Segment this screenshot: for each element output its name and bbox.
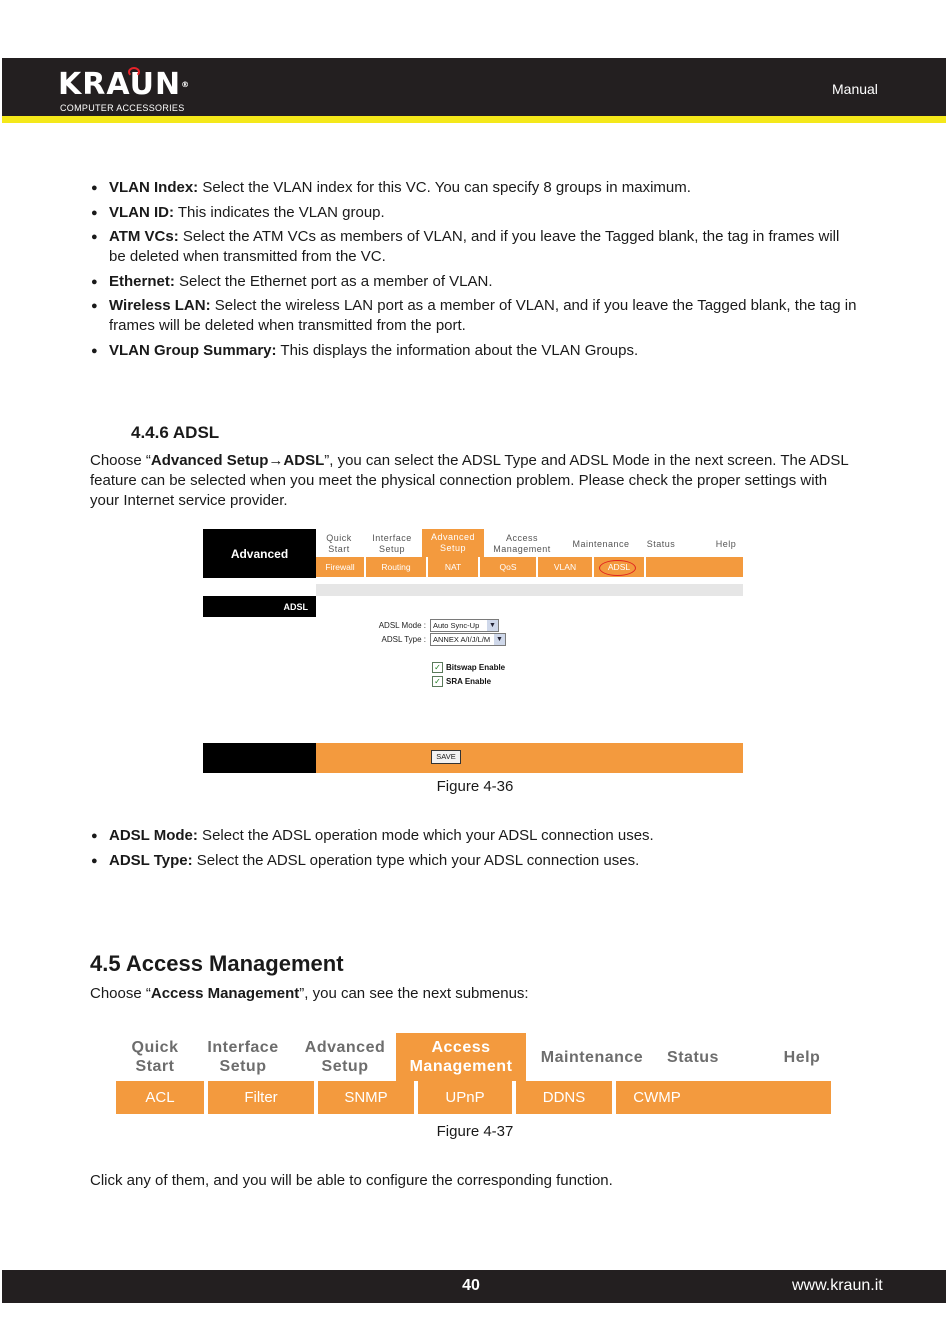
figure-caption: Figure 4-36 xyxy=(436,778,514,795)
gui-section-title: Advanced xyxy=(203,529,316,578)
tab-access-management[interactable]: Access Management xyxy=(493,533,551,554)
header-stripe xyxy=(2,116,946,123)
tab-help[interactable]: Help xyxy=(783,1048,821,1066)
adsl-intro-paragraph: Choose “Advanced Setup→ADSL”, you can select the ADSL Type and ADSL Mode in the next screen. The ADSL feature can be selected when you meet the physical connection problem. Please check the proper settings with your Internet service provider. xyxy=(90,452,849,509)
subtab-vlan[interactable]: VLAN xyxy=(538,557,594,577)
doc-label: Manual xyxy=(832,81,878,97)
brand-tagline: COMPUTER ACCESSORIES xyxy=(60,103,185,113)
list-item: ● VLAN ID: This indicates the VLAN group. xyxy=(90,203,860,223)
sra-label: SRA Enable xyxy=(446,677,492,686)
list-item: ● ADSL Type: Select the ADSL operation type which your ADSL connection uses. xyxy=(90,851,860,871)
section-heading-446: 4.4.6 ADSL xyxy=(131,423,220,442)
brand-logo: KRAUN® xyxy=(58,67,191,102)
tab-advanced-setup[interactable]: Advanced Setup xyxy=(304,1039,386,1075)
adsl-type-select[interactable]: ANNEX A/I/J/L/M ▼ xyxy=(430,633,506,646)
footer-url: www.kraun.it xyxy=(792,1277,883,1294)
bitswap-checkbox[interactable]: ✓ xyxy=(432,662,443,673)
tab-access-management[interactable]: Access Management xyxy=(396,1033,526,1081)
highlight-circle xyxy=(599,560,636,576)
figure-access-menu xyxy=(116,1033,831,1114)
list-item: ● ADSL Mode: Select the ADSL operation mode which your ADSL connection uses. xyxy=(90,826,860,846)
subtab-routing[interactable]: Routing xyxy=(366,557,428,577)
arrow-right-icon: → xyxy=(268,452,284,469)
gui-subtab-bar xyxy=(316,557,743,577)
page-number: 40 xyxy=(462,1277,480,1294)
save-button[interactable]: SAVE xyxy=(431,750,461,764)
sra-checkbox[interactable]: ✓ xyxy=(432,676,443,687)
subtab-acl[interactable]: ACL xyxy=(145,1089,175,1106)
subtab-adsl[interactable]: ADSL xyxy=(594,557,646,577)
figure-adsl-screenshot xyxy=(203,529,743,773)
tab-quick-start[interactable]: Quick Start xyxy=(131,1039,179,1075)
tab-quick-start[interactable]: Quick Start xyxy=(326,533,352,554)
adsl-mode-select[interactable]: Auto Sync-Up ▼ xyxy=(430,619,499,632)
chevron-down-icon: ▼ xyxy=(494,634,505,645)
vlan-bullet-list xyxy=(90,178,860,365)
subtab-qos[interactable]: QoS xyxy=(480,557,538,577)
tab-interface-setup[interactable]: Interface Setup xyxy=(372,533,412,554)
gui-adsl-section-label: ADSL xyxy=(203,596,316,617)
gui-footer-left xyxy=(203,743,316,773)
subtab-cwmp[interactable]: CWMP xyxy=(633,1089,681,1106)
list-item: ● VLAN Group Summary: This displays the information about the VLAN Groups. xyxy=(90,341,860,361)
bitswap-label: Bitswap Enable xyxy=(446,663,506,672)
list-item: ● Wireless LAN: Select the wireless LAN port as a member of VLAN, and if you leave the Tagged blank, the tag in frames will be deleted when transmitted from the port. xyxy=(90,296,860,336)
access-subtab-bar xyxy=(116,1081,831,1114)
subtab-nat[interactable]: NAT xyxy=(428,557,480,577)
adsl-type-label: ADSL Type : xyxy=(381,635,426,644)
adsl-bullet-list xyxy=(90,826,860,875)
tab-help[interactable]: Help xyxy=(715,538,737,549)
figure-caption: Figure 4-37 xyxy=(436,1123,514,1140)
tab-status[interactable]: Status xyxy=(646,538,676,549)
gui-spacer-bar xyxy=(316,584,743,596)
list-item: ● VLAN Index: Select the VLAN index for this VC. You can specify 8 groups in maximum. xyxy=(90,178,860,198)
subtab-upnp[interactable]: UPnP xyxy=(445,1089,485,1106)
list-item: ● ATM VCs: Select the ATM VCs as members of VLAN, and if you leave the Tagged blank, the tag in frames will be deleted when transmitted from the VC. xyxy=(90,227,860,267)
access-intro-paragraph: Choose “Access Management”, you can see the next submenus: xyxy=(90,985,529,1002)
adsl-mode-label: ADSL Mode : xyxy=(378,621,426,630)
section-heading-45: 4.5 Access Management xyxy=(90,951,344,976)
subtab-firewall[interactable]: Firewall xyxy=(316,557,366,577)
tab-interface-setup[interactable]: Interface Setup xyxy=(207,1039,279,1075)
subtab-filter[interactable]: Filter xyxy=(244,1089,278,1106)
closing-paragraph: Click any of them, and you will be able to configure the corresponding function. xyxy=(90,1172,613,1189)
subtab-snmp[interactable]: SNMP xyxy=(344,1089,388,1106)
chevron-down-icon: ▼ xyxy=(487,620,498,631)
gui-footer-bar xyxy=(316,743,743,773)
tab-maintenance[interactable]: Maintenance xyxy=(572,538,630,549)
tab-status[interactable]: Status xyxy=(667,1048,719,1066)
tab-maintenance[interactable]: Maintenance xyxy=(540,1048,644,1066)
list-item: ● Ethernet: Select the Ethernet port as a member of VLAN. xyxy=(90,272,860,292)
subtab-ddns[interactable]: DDNS xyxy=(542,1089,586,1106)
logo-swoosh-icon xyxy=(128,67,140,77)
tab-advanced-setup[interactable]: Advanced Setup xyxy=(422,529,484,557)
